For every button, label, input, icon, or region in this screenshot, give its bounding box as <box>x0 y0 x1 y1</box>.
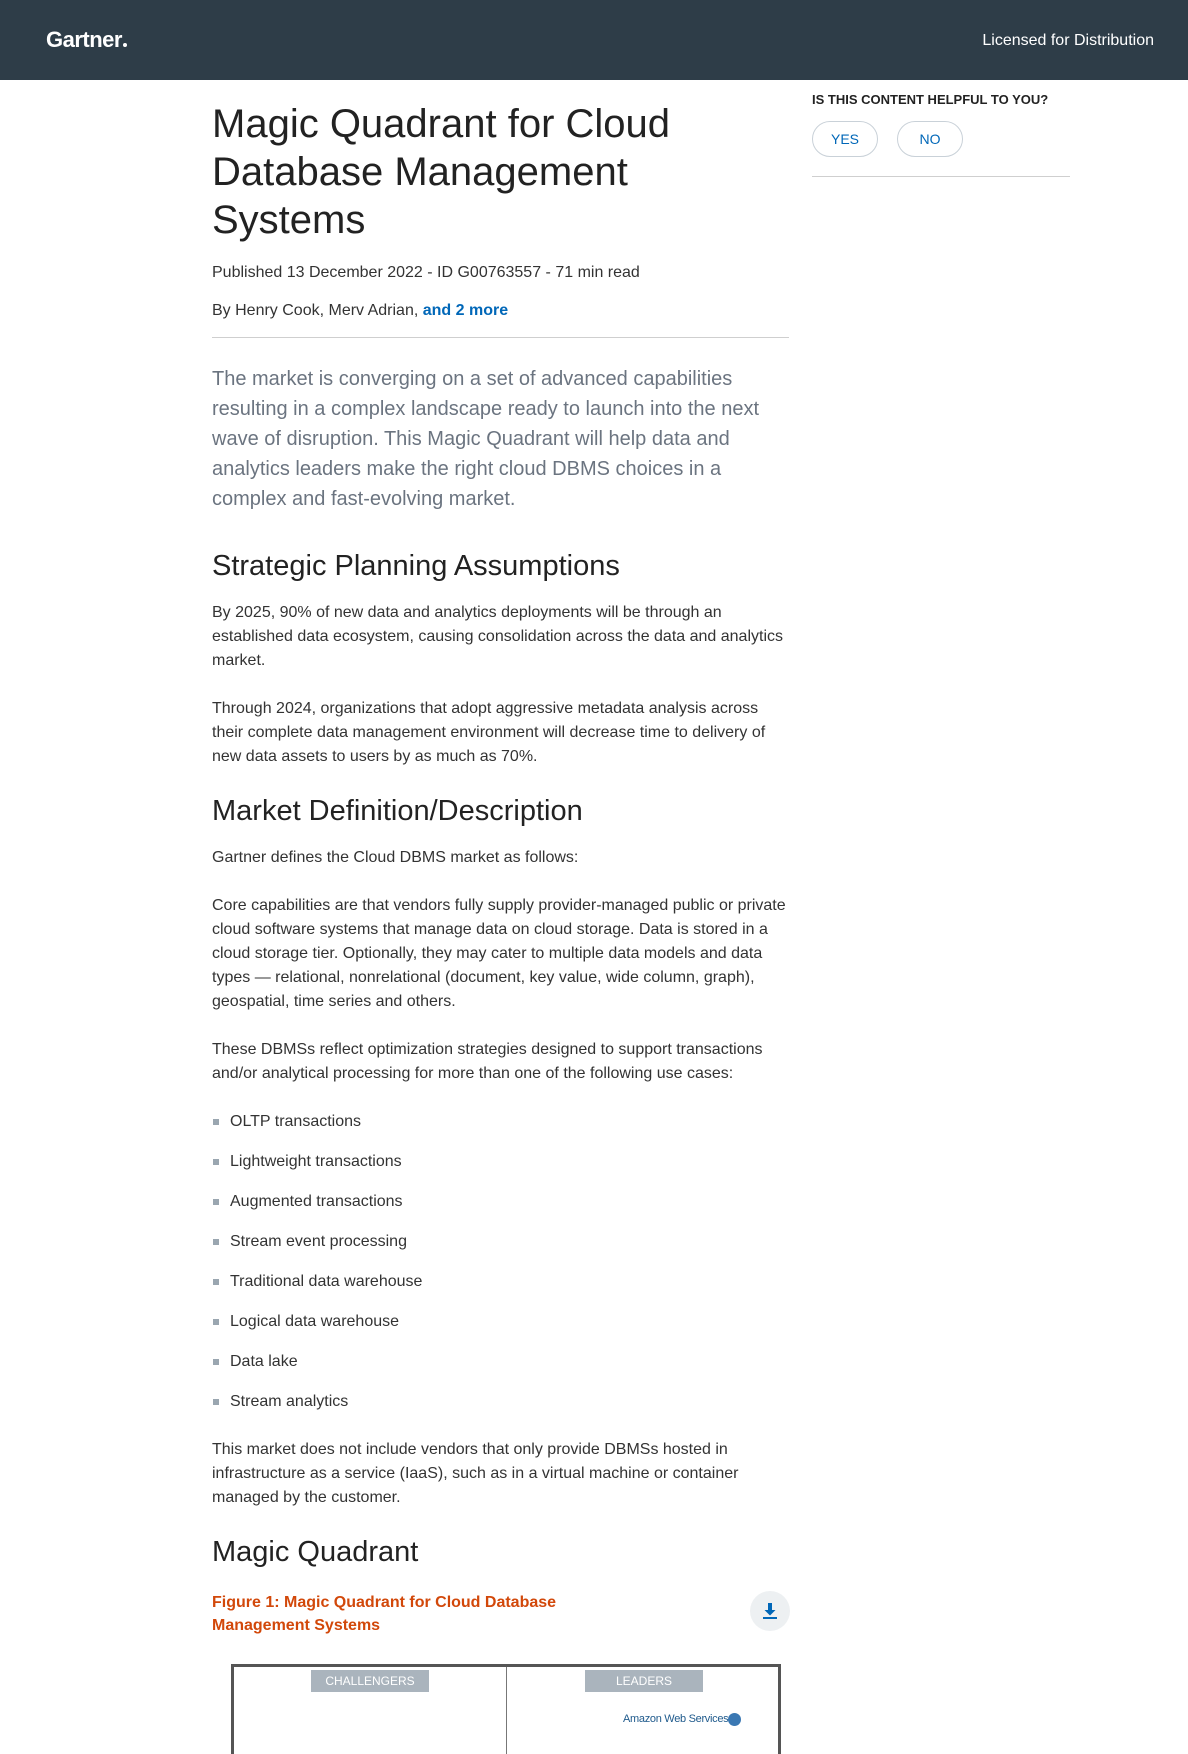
list-item: Logical data warehouse <box>212 1310 790 1334</box>
heading-strategic-planning: Strategic Planning Assumptions <box>212 550 620 582</box>
yes-button[interactable]: YES <box>812 121 878 157</box>
quadrant-label-leaders: LEADERS <box>585 1670 703 1692</box>
paragraph: These DBMSs reflect optimization strategies designed to support transactions and/or analytical processing for more than one of the following use cases: <box>212 1041 763 1082</box>
byline-authors: By Henry Cook, Merv Adrian, <box>212 302 419 319</box>
paragraph: Gartner defines the Cloud DBMS market as follows: <box>212 849 579 866</box>
list-item: Augmented transactions <box>212 1190 790 1214</box>
no-button[interactable]: NO <box>897 121 963 157</box>
use-case-list <box>212 1110 790 1414</box>
list-item: Data lake <box>212 1350 790 1374</box>
feedback-buttons <box>812 121 1070 157</box>
summary: The market is converging on a set of advanced capabilities resulting in a complex landscape ready to launch into the next wave of disruption. This Magic Quadrant will help data and analytics leaders make the right cloud DBMS choices in a complex and fast-evolving market. <box>212 368 760 510</box>
vendor-label: Amazon Web Services <box>623 1713 729 1725</box>
paragraph: Core capabilities are that vendors fully supply provider-managed public or private cloud software systems that manage data on cloud storage. Data is stored in a cloud storage tier. Optionally, they may cater to multiple data models and data types — relational, nonrelational (document, key value, wide column, graph), geospatial, time series and others. <box>212 897 786 1010</box>
logo-dot <box>123 43 127 47</box>
divider <box>812 176 1070 177</box>
paragraph: This market does not include vendors that only provide DBMSs hosted in infrastructure as a service (IaaS), such as in a virtual machine or container managed by the customer. <box>212 1441 739 1506</box>
feedback-question: IS THIS CONTENT HELPFUL TO YOU? <box>812 92 1049 107</box>
heading-magic-quadrant: Magic Quadrant <box>212 1536 419 1568</box>
publication-meta: Published 13 December 2022 - ID G00763557 - 71 min read <box>212 264 640 281</box>
download-button[interactable] <box>750 1591 790 1631</box>
gartner-logo[interactable] <box>46 27 127 53</box>
license-label: Licensed for Distribution <box>982 32 1154 49</box>
article <box>212 100 790 1754</box>
more-authors-link[interactable]: and 2 more <box>422 302 509 319</box>
logo-text: Gartner <box>46 27 122 52</box>
list-item: Stream analytics <box>212 1390 790 1414</box>
vendor-dot <box>728 1713 741 1726</box>
heading-market-definition: Market Definition/Description <box>212 795 583 827</box>
divider <box>212 337 789 338</box>
byline <box>212 302 790 320</box>
list-item: Traditional data warehouse <box>212 1270 790 1294</box>
download-icon <box>761 1602 779 1620</box>
paragraph: By 2025, 90% of new data and analytics deployments will be through an established data ecosystem, causing consolidation across the data and analytics market. <box>212 604 784 669</box>
quadrant-divider <box>506 1667 507 1754</box>
feedback-panel <box>812 92 1070 177</box>
quadrant-label-challengers: CHALLENGERS <box>311 1670 429 1692</box>
page-title: Magic Quadrant for Cloud Database Management Systems <box>212 102 671 242</box>
top-bar <box>0 0 1188 80</box>
list-item: Stream event processing <box>212 1230 790 1254</box>
magic-quadrant-chart <box>231 1664 781 1754</box>
list-item: OLTP transactions <box>212 1110 790 1134</box>
figure-header <box>212 1591 790 1639</box>
list-item: Lightweight transactions <box>212 1150 790 1174</box>
figure-title[interactable]: Figure 1: Magic Quadrant for Cloud Database Management Systems <box>212 1594 557 1634</box>
paragraph: Through 2024, organizations that adopt aggressive metadata analysis across their complete data management environment will decrease time to delivery of new data assets to users by as much as 70%. <box>212 700 766 765</box>
